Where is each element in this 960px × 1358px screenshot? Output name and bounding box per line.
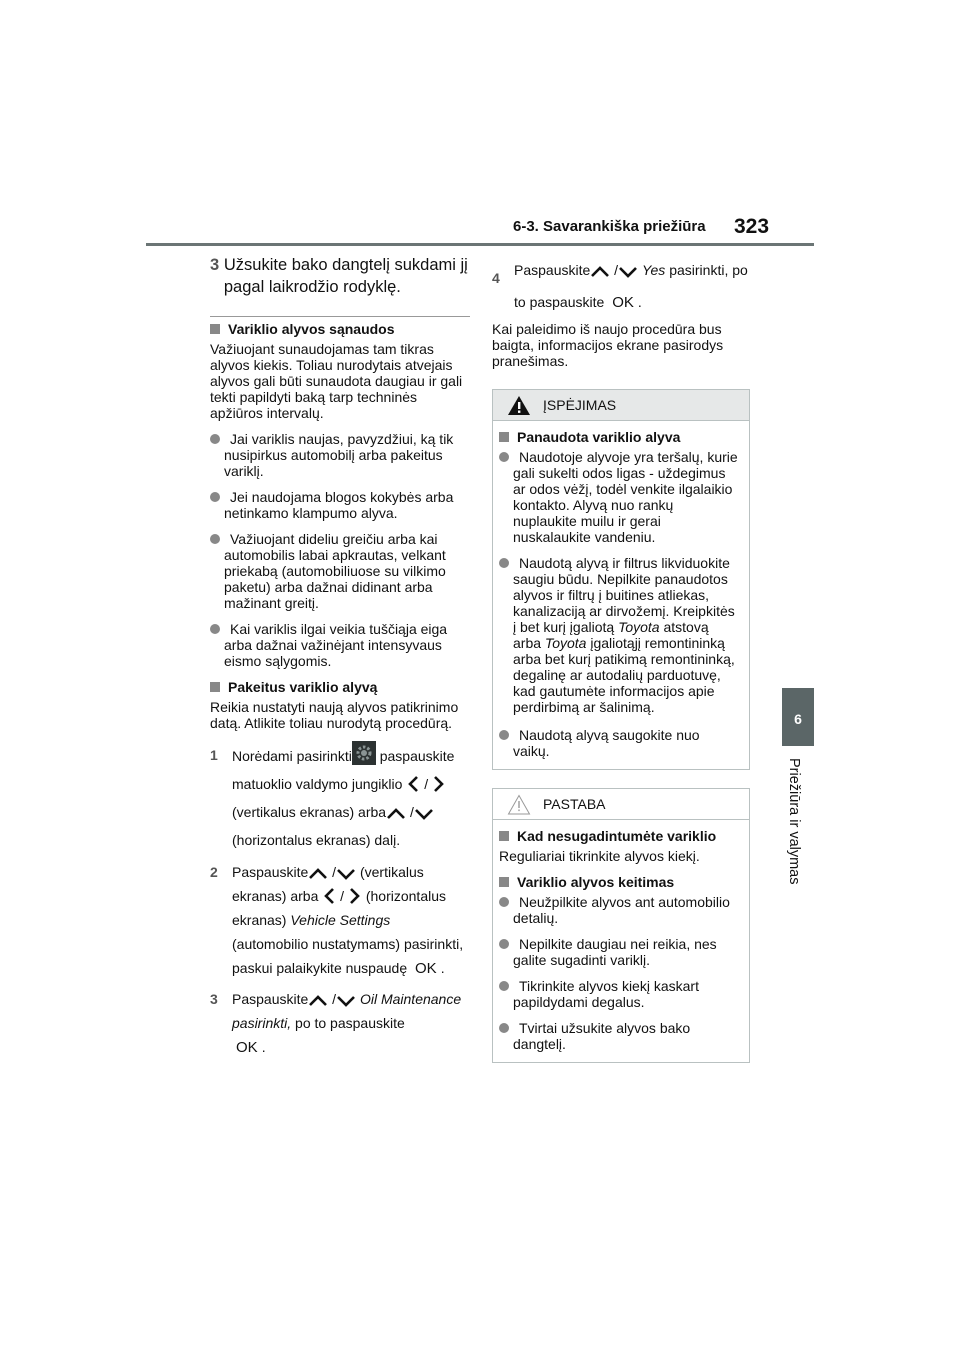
bullet-text: Važiuojant dideliu greičiu arba kai automobilis labai apkrautas, velkant priekabą (automobiliuose su vilkimo paketu) arba dažnai didinant arba mažinant greitį.	[224, 531, 446, 611]
period: .	[261, 1039, 266, 1055]
heading-text: Kad nesugadintumėte variklio	[517, 828, 717, 844]
bullet-text: Tikrinkite alyvos kiekį kaskart papildydami degalus.	[513, 978, 699, 1010]
list-item	[499, 449, 739, 545]
bullet-text: Jai variklis naujas, pavyzdžiui, ką tik nusipirkus automobilį arba pakeitus variklį.	[224, 431, 454, 479]
warning-icon	[507, 395, 531, 416]
chevron-down-icon	[414, 807, 434, 821]
brand-name: Toyota	[544, 635, 587, 651]
step-text: pasirinkti, po to paspauskite	[514, 262, 748, 310]
paragraph: Reguliariai tikrinkite alyvos kiekį.	[499, 848, 700, 864]
chapter-tab: 6	[782, 688, 814, 746]
heading-text: Variklio alyvos keitimas	[517, 874, 675, 890]
step-text: po to paspauskite	[295, 1015, 405, 1031]
bullet-text: Kai variklis ilgai veikia tuščiąja eiga arba dažnai važinėjant intensyvaus eismo sąlygomis.	[224, 621, 448, 669]
gear-icon	[352, 741, 376, 765]
page-number: 323	[734, 215, 770, 238]
square-bullet-icon	[499, 831, 509, 841]
heading-text: Panaudota variklio alyva	[517, 429, 681, 445]
warning-box	[492, 389, 750, 770]
step-text: (horizontalus ekranas)	[232, 888, 446, 928]
chevron-right-icon	[432, 775, 446, 793]
list-item	[210, 431, 470, 479]
list-item	[499, 1020, 739, 1052]
heading-text: Pakeitus variklio alyvą	[228, 679, 378, 695]
paragraph: Važiuojant sunaudojamas tam tikras alyvos kiekis. Toliau nurodytais atvejais alyvos gali būti sunaudota daugiau ir gali tekti papildyti baką tarp techninės apžiūros intervalų.	[210, 341, 463, 421]
step-text: Norėdami pasirinkti	[232, 748, 352, 764]
chapter-label: Priežiūra ir valymas	[786, 758, 802, 885]
heading-text: Variklio alyvos sąnaudos	[228, 321, 395, 337]
step-number: 2	[210, 864, 218, 880]
chevron-left-icon	[406, 775, 420, 793]
section-heading	[210, 321, 470, 337]
warning-header	[493, 390, 749, 421]
square-bullet-icon	[499, 432, 509, 442]
ok-button-symbol: OK	[415, 960, 437, 977]
slash: /	[424, 776, 429, 792]
divider	[210, 316, 470, 317]
bullet-text: atstovą arba	[513, 619, 709, 651]
chevron-down-icon	[336, 994, 356, 1008]
notice-title: PASTABA	[543, 796, 606, 812]
chevron-right-icon	[348, 887, 362, 905]
bullet-text: įgaliotąjį remontininką arba bet kurį patikimą remontininką, degalinę ar autodalių parduotuvę, kad gautumėte informacijos apie perdirbimą ar šalinimą.	[513, 635, 735, 715]
chevron-left-icon	[322, 887, 336, 905]
slash: /	[332, 864, 337, 880]
bullet-text: Naudotą alyvą ir filtrus likviduokite saugiu būdu. Nepilkite panaudotos alyvos ir filtrų į buitines atliekas, kanalizaciją ar dirvožemį. Kreipkitės į bet kurį įgaliotą	[513, 555, 735, 635]
slash: /	[340, 888, 345, 904]
step-text: (vertikalus ekranas) arba	[232, 804, 387, 820]
menu-name: Vehicle Settings	[290, 912, 391, 928]
slash: /	[409, 804, 414, 820]
ok-button-symbol: OK	[236, 1039, 258, 1056]
step-text: (vertikalus ekranas) arba	[232, 864, 424, 904]
notice-box	[492, 788, 750, 1063]
chevron-up-icon	[386, 807, 406, 821]
step-text: (automobilio nustatymams) pasirinkti, paskui palaikykite nuspaudę	[232, 936, 464, 976]
step-2	[210, 860, 470, 981]
list-item	[499, 978, 739, 1010]
step-text: Paspauskite	[232, 991, 309, 1007]
chevron-down-icon	[336, 867, 356, 881]
list-item	[499, 894, 739, 926]
step-3	[210, 987, 470, 1060]
chevron-up-icon	[590, 265, 610, 279]
left-column	[210, 254, 470, 1066]
list-item	[499, 936, 739, 968]
list-item	[499, 727, 739, 759]
chevron-down-icon	[618, 265, 638, 279]
slash: /	[614, 262, 619, 278]
warning-title: ĮSPĖJIMAS	[543, 397, 617, 413]
menu-name: Oil Maintenance pasirinkti,	[232, 991, 462, 1031]
paragraph: Reikia nustatyti naują alyvos patikrinimo datą. Atlikite toliau nurodytą procedūrą.	[210, 699, 459, 731]
period: .	[637, 294, 642, 310]
list-item	[210, 621, 470, 669]
header-divider	[146, 243, 814, 246]
square-bullet-icon	[210, 682, 220, 692]
step-close-cap	[210, 254, 470, 298]
square-bullet-icon	[499, 877, 509, 887]
caution-outline-icon	[507, 794, 531, 815]
section-heading	[499, 828, 739, 844]
chevron-up-icon	[308, 994, 328, 1008]
list-item	[210, 531, 470, 611]
step-text: Paspauskite	[232, 864, 309, 880]
step-number: 3	[210, 256, 220, 274]
bullet-text: Neužpilkite alyvos ant automobilio detalių.	[513, 894, 730, 926]
list-item	[499, 555, 739, 715]
section-heading	[210, 679, 470, 695]
step-text: paspauskite matuoklio valdymo jungiklio	[232, 748, 455, 792]
brand-name: Toyota	[618, 619, 660, 635]
step-1	[210, 741, 470, 854]
slash: /	[332, 991, 337, 1007]
step-4	[492, 262, 750, 319]
section-title: 6-3. Savarankiška priežiūra	[513, 218, 706, 235]
step-text: (horizontalus ekranas) dalį.	[232, 832, 401, 848]
bullet-text: Jei naudojama blogos kokybės arba netinkamo klampumo alyva.	[224, 489, 454, 521]
menu-name: Yes	[641, 262, 666, 278]
chevron-up-icon	[308, 867, 328, 881]
notice-header	[493, 789, 749, 820]
step-number: 3	[210, 991, 218, 1007]
period: .	[440, 960, 445, 976]
list-item	[210, 489, 470, 521]
step-text: Paspauskite	[514, 262, 591, 278]
step-number: 1	[210, 747, 218, 763]
step-number: 4	[492, 270, 500, 286]
ok-button-symbol: OK	[612, 294, 634, 311]
bullet-text: Nepilkite daugiau nei reikia, nes galite sugadinti variklį.	[513, 936, 717, 968]
step-text: Užsukite bako dangtelį sukdami jį pagal laikrodžio rodyklę.	[223, 256, 468, 296]
section-heading	[499, 874, 739, 890]
paragraph: Kai paleidimo iš naujo procedūra bus baigta, informacijos ekrane pasirodys pranešimas.	[492, 321, 724, 369]
square-bullet-icon	[210, 324, 220, 334]
bullet-text: Naudotoje alyvoje yra teršalų, kurie gali sukelti odos ligas - uždegimus ar odos vėžį, todėl venkite ilgalaikio kontakto. Alyvą nuo rankų nuplaukite muilu ir gerai nuskalaukite vandeniu.	[513, 449, 738, 545]
right-column	[492, 262, 750, 1081]
section-heading	[499, 429, 739, 445]
bullet-text: Tvirtai užsukite alyvos bako dangtelį.	[513, 1020, 691, 1052]
bullet-text: Naudotą alyvą saugokite nuo vaikų.	[513, 727, 700, 759]
